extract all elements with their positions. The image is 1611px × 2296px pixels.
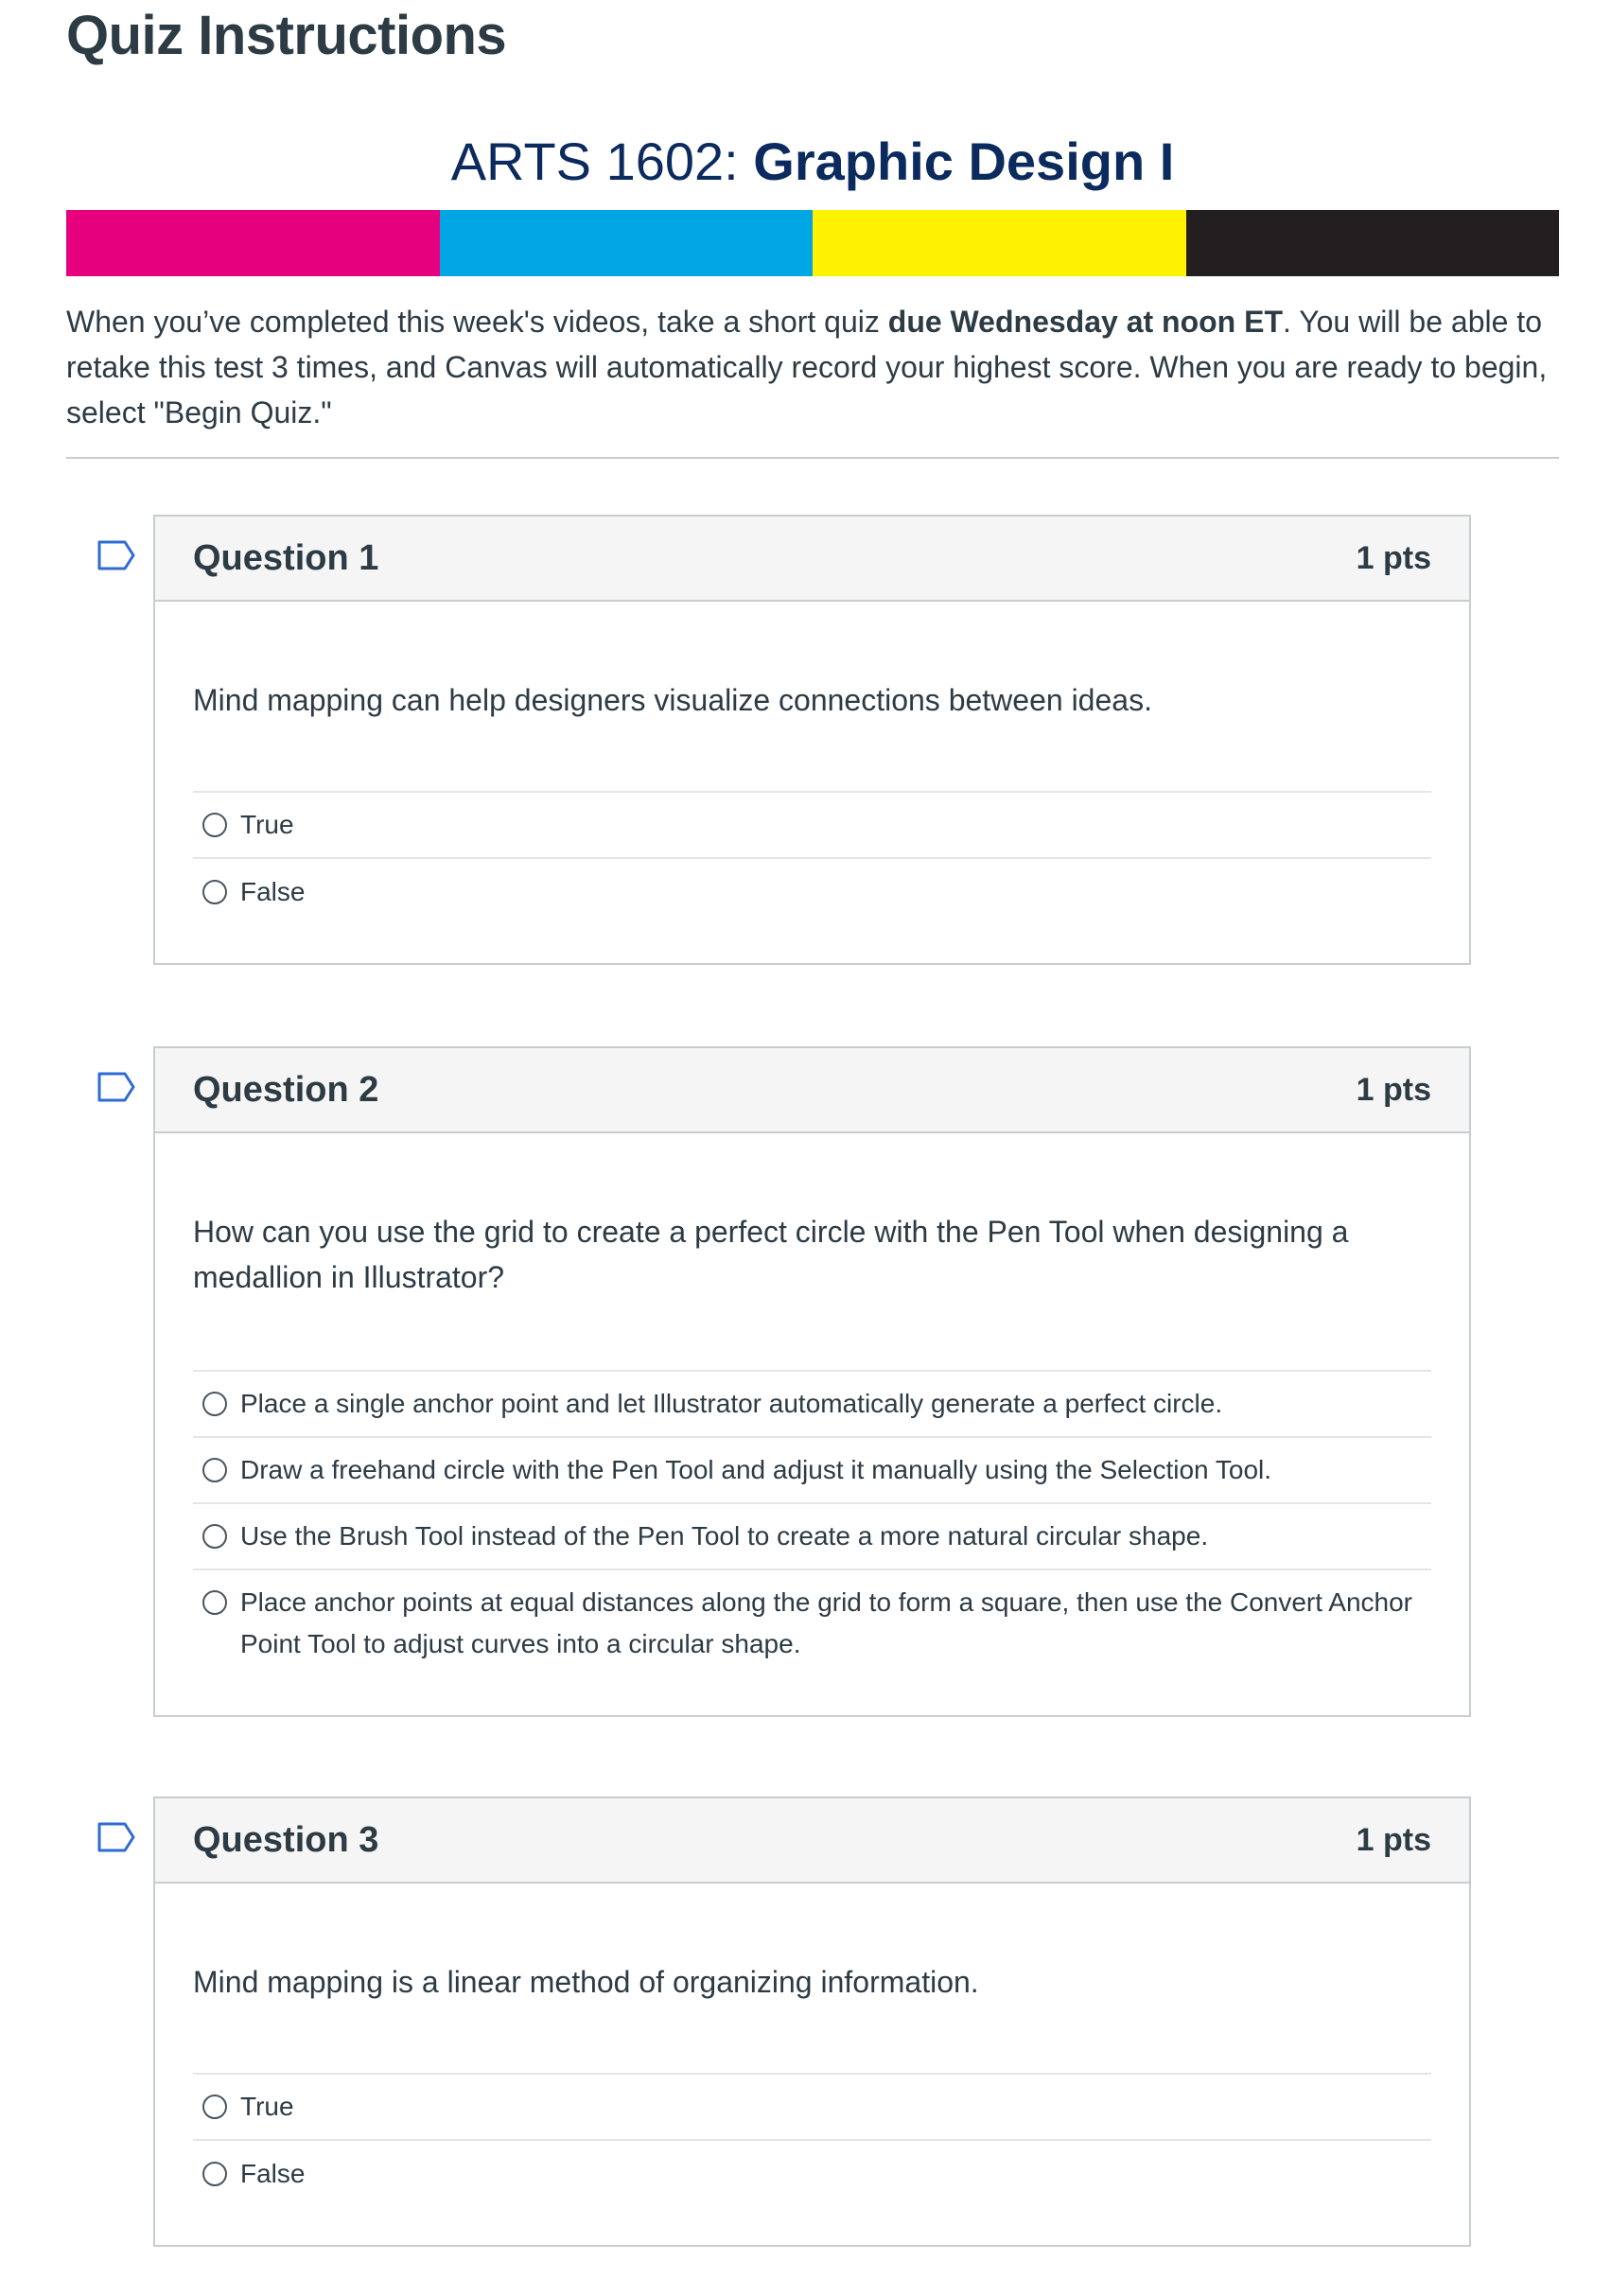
question-3 xyxy=(153,1796,1471,2247)
question-header xyxy=(155,517,1469,602)
answer-label: False xyxy=(240,877,306,906)
flag-icon[interactable] xyxy=(96,1071,136,1103)
question-title: Question 2 xyxy=(193,1069,379,1110)
question-points: 1 pts xyxy=(1356,1821,1431,1858)
question-text: How can you use the grid to create a perfect circle with the Pen Tool when designing a medallion in Illustrator? xyxy=(193,1215,1349,1294)
radio-button[interactable] xyxy=(202,1524,227,1549)
intro-text-part2: . You will be able to retake this test 3 times, and Canvas will automatically record your highest score. When you are ready to begin, select "Begin Quiz." xyxy=(66,305,1548,429)
section-divider xyxy=(66,457,1559,459)
course-banner xyxy=(66,129,1559,195)
radio-button[interactable] xyxy=(202,1590,227,1615)
answer-list xyxy=(193,791,1431,925)
course-name: Graphic Design I xyxy=(753,131,1175,191)
radio-button[interactable] xyxy=(202,813,227,837)
answer-option[interactable] xyxy=(193,2141,1431,2207)
question-text: Mind mapping is a linear method of organizing information. xyxy=(193,1965,979,1999)
answer-option[interactable] xyxy=(193,1372,1431,1438)
question-1 xyxy=(153,515,1471,965)
color-swatch-yellow xyxy=(813,210,1186,276)
answer-option[interactable] xyxy=(193,2075,1431,2141)
answer-label: Use the Brush Tool instead of the Pen Tool to create a more natural circular shape. xyxy=(240,1521,1209,1551)
page-title: Quiz Instructions xyxy=(66,5,507,66)
intro-text-part1: When you’ve completed this week's videos, take a short quiz xyxy=(66,305,888,339)
answer-option[interactable] xyxy=(193,859,1431,925)
question-header xyxy=(155,1798,1469,1884)
radio-button[interactable] xyxy=(202,2162,227,2186)
answer-option[interactable] xyxy=(193,793,1431,859)
answer-label: Draw a freehand circle with the Pen Tool and adjust it manually using the Selection Tool. xyxy=(240,1455,1272,1484)
question-header xyxy=(155,1048,1469,1133)
radio-button[interactable] xyxy=(202,1458,227,1482)
answer-list xyxy=(193,1370,1431,1676)
flag-icon[interactable] xyxy=(96,539,136,571)
cmyk-color-bar xyxy=(66,210,1559,276)
quiz-intro-text xyxy=(66,299,1559,435)
answer-label: False xyxy=(240,2159,306,2188)
answer-label: Place anchor points at equal distances along the grid to form a square, then use the Convert Anchor Point Tool to adjust curves into a circular shape. xyxy=(240,1587,1412,1658)
answer-option[interactable] xyxy=(193,1570,1431,1676)
answer-list xyxy=(193,2073,1431,2207)
answer-label: True xyxy=(240,2092,294,2121)
question-points: 1 pts xyxy=(1356,1071,1431,1108)
intro-due-date: due Wednesday at noon ET xyxy=(887,305,1283,339)
answer-label: True xyxy=(240,810,294,839)
flag-icon[interactable] xyxy=(96,1821,136,1853)
radio-button[interactable] xyxy=(202,880,227,904)
question-2 xyxy=(153,1046,1471,1717)
question-points: 1 pts xyxy=(1356,539,1431,576)
course-code: ARTS 1602: xyxy=(450,131,739,191)
radio-button[interactable] xyxy=(202,1392,227,1416)
answer-option[interactable] xyxy=(193,1504,1431,1570)
question-title: Question 1 xyxy=(193,537,379,578)
color-swatch-black xyxy=(1186,210,1560,276)
answer-label: Place a single anchor point and let Illustrator automatically generate a perfect circle. xyxy=(240,1389,1223,1418)
color-swatch-cyan xyxy=(440,210,814,276)
answer-option[interactable] xyxy=(193,1438,1431,1504)
color-swatch-magenta xyxy=(66,210,440,276)
question-text: Mind mapping can help designers visualize connections between ideas. xyxy=(193,683,1152,717)
question-title: Question 3 xyxy=(193,1819,379,1860)
radio-button[interactable] xyxy=(202,2094,227,2119)
